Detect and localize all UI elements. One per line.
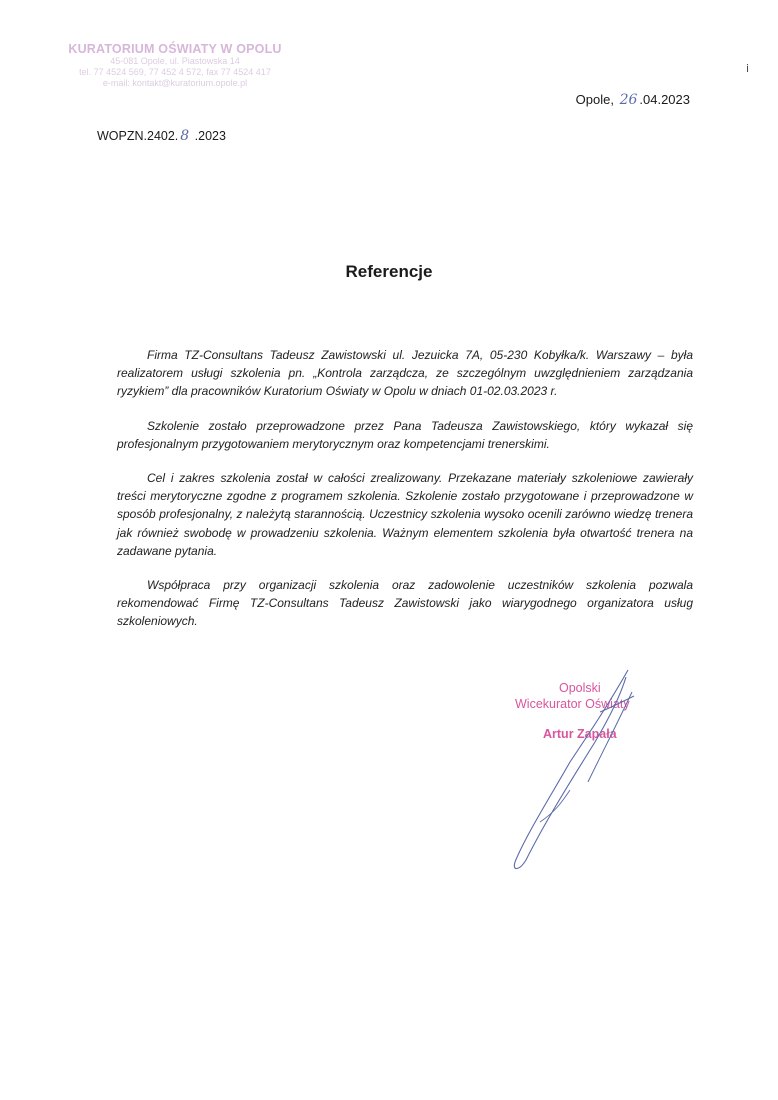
stamp-email: e-mail: kontakt@kuratorium.opole.pl — [102, 78, 248, 88]
letter-body — [117, 346, 693, 647]
paragraph: Firma TZ-Consultans Tadeusz Zawistowski ul. Jezuicka 7A, 05-230 Kobyłka/k. Warszawy – była realizatorem usługi szkolenia pn. „Kontrola zarządcza, ze szczególnym uwzględnieniem zarządzania ryzykiem” dla pracowników Kuratorium Oświaty w Opolu w dniach 01-02.03.2023 r. — [117, 348, 693, 399]
reference-number — [97, 128, 226, 144]
ref-handwritten: 8 — [180, 128, 190, 144]
signature-stamp-title: Wicekurator Oświaty — [515, 697, 630, 711]
date-month-year: .04.2023 — [639, 92, 690, 107]
paragraph: Cel i zakres szkolenia został w całości zrealizowany. Przekazane materiały szkoleniowe zawierały treści merytoryczne zgodne z programem szkolenia. Szkolenie zostało przygotowane i przeprowadzone w sposób profesjonalny, z należytą starannością. Uczestnicy szkolenia wysoko ocenili zarówno wiedzę trenera jak również swobodę w prowadzeniu szkolenia. Ważnym elementem szkolenia była otwartość trenera na zadawane pytania. — [117, 471, 693, 558]
paragraph: Współpraca przy organizacji szkolenia oraz zadowolenie uczestników szkolenia pozwala rekomendować Firmę TZ-Consultans Tadeusz Zawistowski jako wiarygodnego organizatora usług szkoleniowych. — [117, 578, 693, 629]
ref-suffix: .2023 — [191, 129, 226, 143]
stamp-address: 45-081 Opole, ul. Piastowska 14 — [110, 56, 240, 66]
signature-stamp-name: Artur Zapała — [543, 727, 617, 741]
document-title: Referencje — [345, 262, 433, 281]
ref-prefix: WOPZN.2402. — [97, 129, 179, 143]
date-day-handwritten: 26 — [619, 92, 638, 108]
date-city: Opole, — [575, 92, 614, 107]
stamp-title: KURATORIUM OŚWIATY W OPOLU — [68, 42, 282, 56]
margin-mark: ⅰ — [746, 63, 750, 75]
paragraph: Szkolenie zostało przeprowadzone przez Pana Tadeusza Zawistowskiego, który wykazał się profesjonalnym przygotowaniem merytorycznym oraz kompetencjami trenerskimi. — [117, 418, 693, 451]
date-line — [576, 92, 690, 108]
institution-stamp — [60, 42, 290, 89]
handwritten-signature — [500, 662, 660, 882]
stamp-phone: tel. 77 4524 569, 77 452 4 572, fax 77 4524 417 — [79, 67, 271, 77]
signature-stamp-line1: Opolski — [559, 681, 601, 695]
